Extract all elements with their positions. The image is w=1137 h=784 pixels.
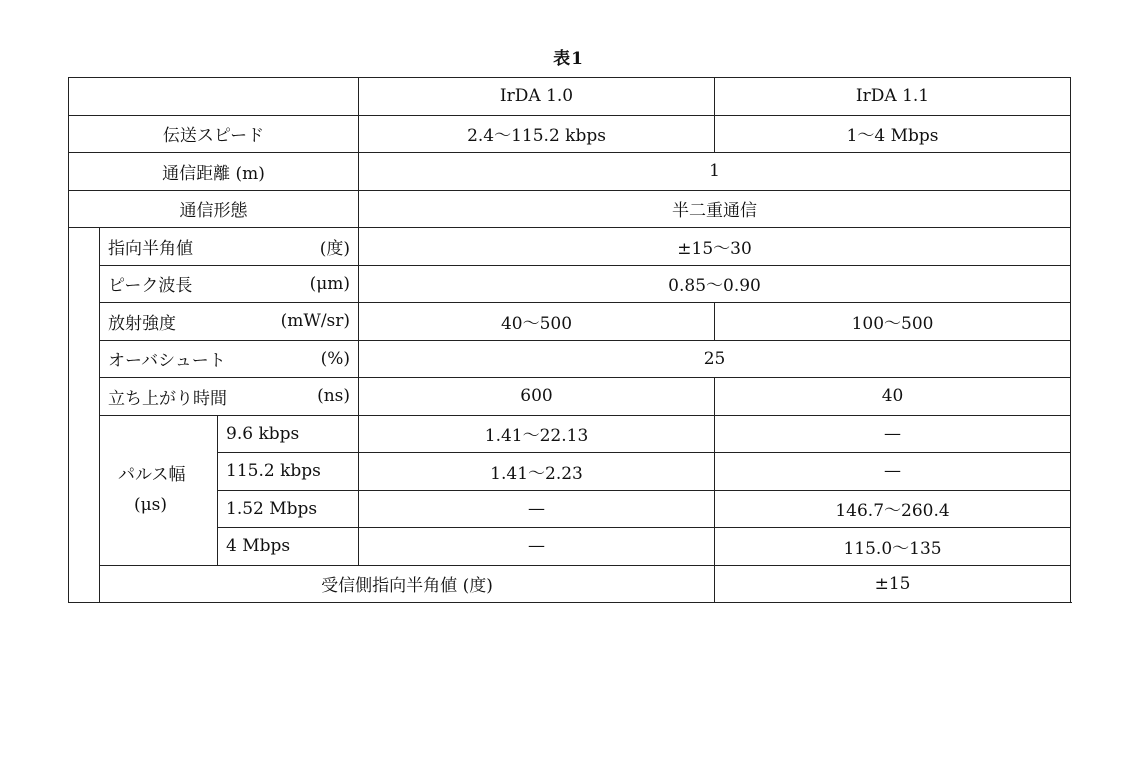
row-pulse-width-3 [69,528,1071,566]
label-overshoot [100,340,359,378]
label-communication-distance [69,153,359,191]
peak-wavelength-value: 0.85～0.90 [359,265,1071,303]
unit-text: (%) [320,348,351,369]
label-communication-mode: 通信形態 [69,190,359,228]
unit-text: (ns) [317,386,351,407]
row-pulse-width-0 [69,415,1071,453]
unit-text: (度) [319,238,351,259]
receiver-half-angle-value: ±15 [715,565,1071,603]
unit-text: (μm) [309,273,351,294]
header-irda10: IrDA 1.0 [359,78,715,116]
row-rise-time [69,378,1071,416]
pulse-rate: 115.2 kbps [218,453,359,491]
pulse-width-irda10: — [359,490,715,528]
label-half-angle [100,228,359,266]
label-text: 通信距離 [162,163,231,184]
half-angle-value: ±15～30 [359,228,1071,266]
radiant-intensity-irda10: 40～500 [359,303,715,341]
emitter-group-bracket [69,228,100,603]
row-peak-wavelength [69,265,1071,303]
label-text: 指向半角値 [108,238,193,259]
row-receiver-half-angle [69,565,1071,603]
row-transmission-speed [69,115,1071,153]
communication-distance-value: 1 [359,153,1071,191]
label-receiver-half-angle [100,565,715,603]
unit-text: (m) [235,163,265,184]
label-text: パルス幅 [118,465,186,485]
row-overshoot [69,340,1071,378]
pulse-width-irda10: — [359,528,715,566]
row-radiant-intensity [69,303,1071,341]
label-text: オーバシュート [108,351,226,372]
transmission-speed-irda11: 1～4 Mbps [715,115,1071,153]
label-radiant-intensity [100,303,359,341]
irda-spec-table [68,77,1071,603]
pulse-width-irda11: — [715,453,1071,491]
label-rise-time [100,378,359,416]
label-transmission-speed: 伝送スピード [69,115,359,153]
unit-text: (度) [462,576,493,597]
pulse-width-irda11: 146.7～260.4 [715,490,1071,528]
row-pulse-width-2 [69,490,1071,528]
transmission-speed-irda10: 2.4～115.2 kbps [359,115,715,153]
header-empty-cell [69,78,359,116]
row-communication-distance [69,153,1071,191]
label-text: 受信側指向半角値 [321,576,458,597]
row-pulse-width-1 [69,453,1071,491]
row-half-angle [69,228,1071,266]
radiant-intensity-irda11: 100～500 [715,303,1071,341]
unit-text: (mW/sr) [280,311,351,332]
label-peak-wavelength [100,265,359,303]
pulse-width-irda11: 115.0～135 [715,528,1071,566]
row-communication-mode [69,190,1071,228]
unit-text: (μs) [134,495,168,515]
rise-time-irda10: 600 [359,378,715,416]
pulse-width-irda10: 1.41～2.23 [359,453,715,491]
label-text: 立ち上がり時間 [108,388,227,409]
table-caption: 表1 [553,49,584,69]
label-text: 放射強度 [108,313,176,334]
communication-mode-value: 半二重通信 [359,190,1071,228]
header-irda11: IrDA 1.1 [715,78,1071,116]
label-pulse-width [100,415,218,565]
pulse-rate: 4 Mbps [218,528,359,566]
pulse-width-irda10: 1.41～22.13 [359,415,715,453]
overshoot-value: 25 [359,340,1071,378]
pulse-rate: 9.6 kbps [218,415,359,453]
label-text: ピーク波長 [108,276,193,297]
header-row [69,78,1071,116]
rise-time-irda11: 40 [715,378,1071,416]
pulse-rate: 1.52 Mbps [218,490,359,528]
pulse-width-irda11: — [715,415,1071,453]
